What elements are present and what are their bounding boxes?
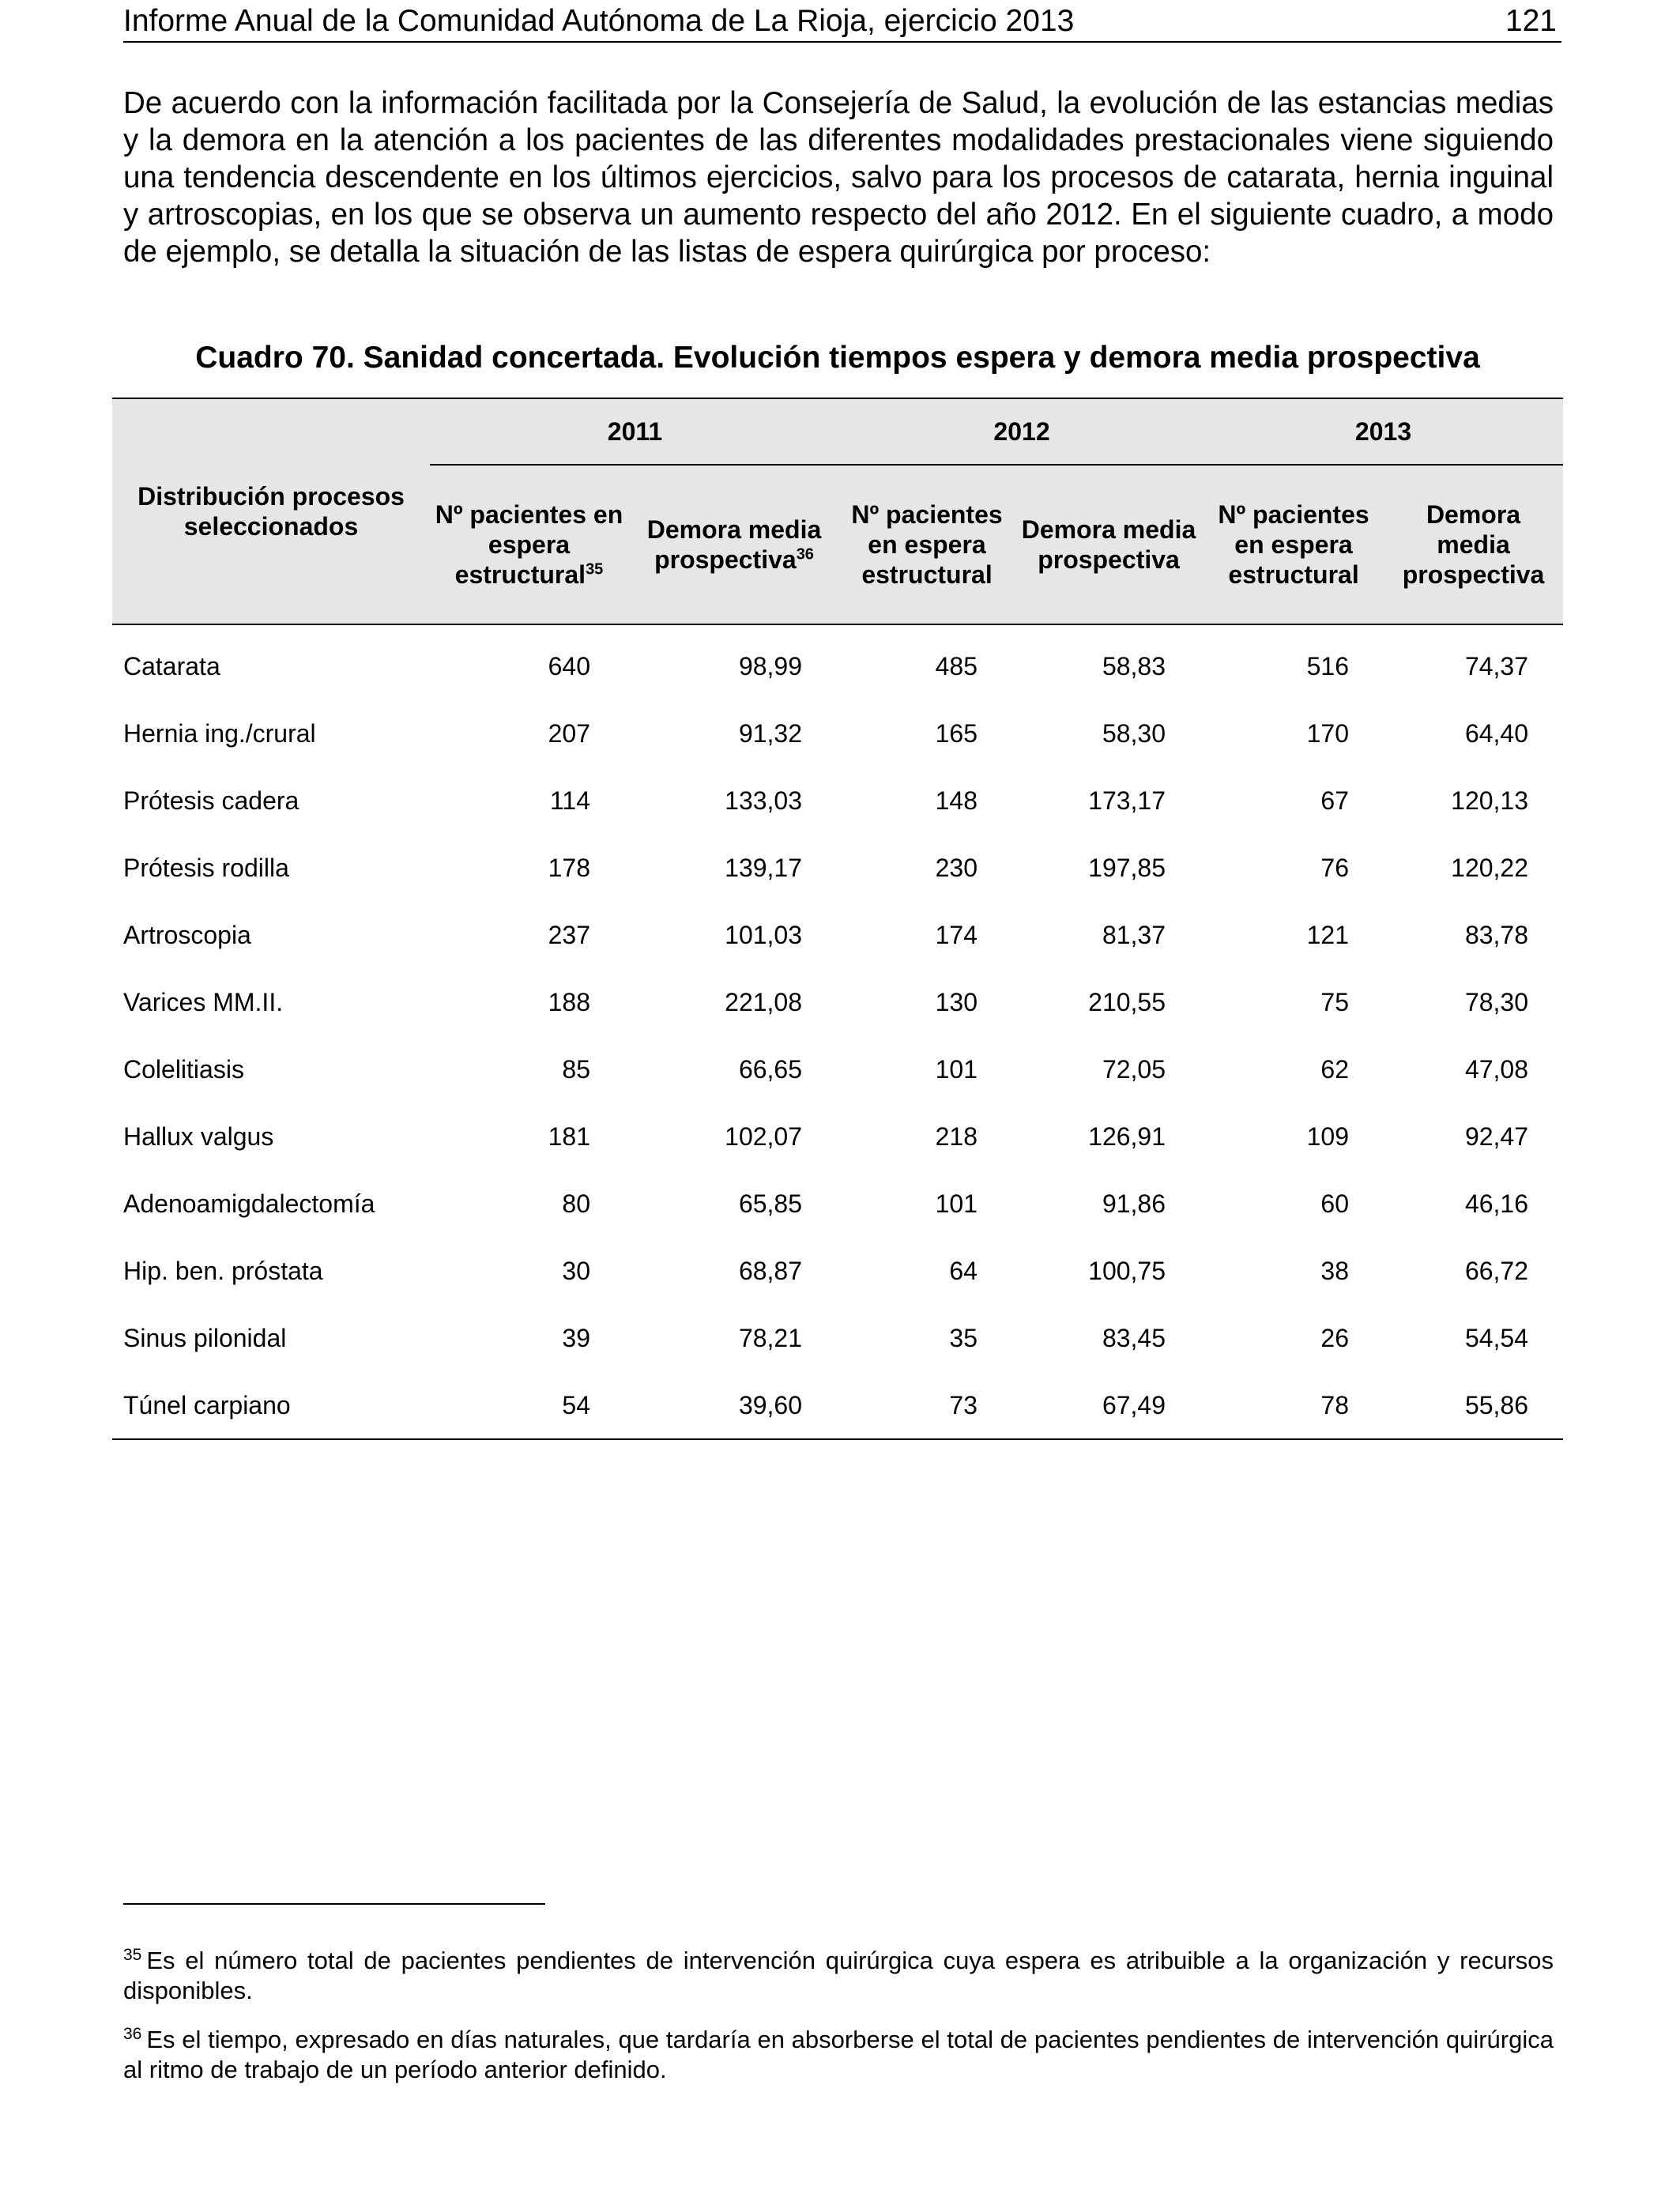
delay-2013-cell: 55,86 (1384, 1371, 1563, 1439)
delay-2012-cell: 126,91 (1088, 1122, 1166, 1151)
year-header-2012: 2012 (840, 398, 1203, 465)
footnote-mark: 36 (123, 2024, 142, 2043)
patients-2011-cell: 207 (548, 718, 590, 748)
patients-2012-cell: 64 (949, 1256, 978, 1285)
delay-2011-cell: 98,99 (738, 651, 803, 680)
table-row (112, 1170, 1563, 1237)
delay-2012-cell: 100,75 (1088, 1256, 1166, 1285)
patients-2011-cell: 30 (562, 1256, 590, 1285)
delay-2013-cell: 54,54 (1464, 1323, 1529, 1352)
footnote-mark: 35 (123, 1945, 142, 1964)
patients-2012-cell: 101 (935, 1054, 978, 1084)
footnote-text: Es el número total de pacientes pendientes de intervención quirúrgica cuya espera es atribuible a la organización y recursos disponibles. (123, 1947, 1554, 2004)
process-name-cell: Sinus pilonidal (123, 1323, 287, 1352)
footnote-divider (123, 1903, 545, 1905)
delay-2013-cell: 120,22 (1451, 853, 1529, 882)
delay-2012-cell: 197,85 (1088, 853, 1166, 882)
delay-2013-cell: 74,37 (1464, 651, 1529, 680)
patients-2012-cell: 148 (935, 786, 978, 815)
table-row (112, 901, 1563, 968)
delay-2011-cell: 101,03 (725, 920, 803, 949)
patients-2011-cell: 640 (548, 651, 590, 680)
patients-2013-cell: 26 (1320, 1323, 1350, 1352)
patients-2011-cell: 39 (562, 1323, 590, 1352)
table-row (112, 968, 1563, 1035)
waiting-times-table (112, 398, 1563, 1440)
delay-2013-cell: 78,30 (1464, 987, 1529, 1016)
patients-2012-cell: 485 (935, 651, 978, 680)
delay-2011-cell: 65,85 (738, 1189, 803, 1218)
delay-2012-cell: 72,05 (1102, 1054, 1166, 1084)
patients-2013-cell: 516 (1306, 651, 1350, 680)
footnote-36 (123, 2025, 1554, 2085)
process-name-cell: Hip. ben. próstata (123, 1256, 323, 1285)
patients-2011-cell: 188 (548, 987, 590, 1016)
patients-2012-cell: 165 (935, 718, 978, 748)
process-name-cell: Prótesis cadera (123, 786, 299, 815)
table-caption: Cuadro 70. Sanidad concertada. Evolución tiempos espera y demora media prospectiva (195, 341, 1480, 375)
patients-2012-cell: 130 (935, 987, 978, 1016)
process-name-cell: Adenoamigdalectomía (123, 1189, 375, 1218)
patients-2012-cell: 218 (935, 1122, 978, 1151)
delay-2011-cell: 91,32 (738, 718, 803, 748)
delay-2011-cell: 133,03 (725, 786, 803, 815)
patients-2012-cell: 35 (949, 1323, 978, 1352)
table-row (112, 699, 1563, 767)
patients-2011-cell: 80 (562, 1189, 590, 1218)
process-name-cell: Hallux valgus (123, 1122, 274, 1151)
delay-2012-cell: 83,45 (1102, 1323, 1166, 1352)
patients-header-2011: Nº pacientes en espera estructural$^{35}$ (430, 465, 628, 624)
patients-2013-cell: 78 (1203, 1371, 1384, 1439)
delay-2011-cell: 66,65 (738, 1054, 803, 1084)
table-row (112, 1237, 1563, 1304)
year-header-2011: 2011 (430, 398, 840, 465)
delay-2011-cell: 39,60 (628, 1371, 840, 1439)
patients-2012-cell: 174 (935, 920, 978, 949)
delay-2012-cell: 58,30 (1102, 718, 1166, 748)
table-row (112, 624, 1563, 699)
patients-2013-cell: 62 (1320, 1054, 1350, 1084)
process-name-cell: Hernia ing./crural (123, 718, 316, 748)
process-name-cell: Catarata (123, 651, 220, 680)
delay-header-2012: Demora media prospectiva (1014, 465, 1203, 624)
delay-2013-cell: 46,16 (1464, 1189, 1529, 1218)
process-name-cell: Prótesis rodilla (123, 853, 289, 882)
delay-2013-cell: 83,78 (1464, 920, 1529, 949)
patients-header-2012: Nº pacientes en espera estructural (840, 465, 1014, 624)
patients-2013-cell: 76 (1320, 853, 1350, 882)
patients-2011-cell: 237 (548, 920, 590, 949)
delay-2013-cell: 92,47 (1464, 1122, 1529, 1151)
delay-2011-cell: 78,21 (738, 1323, 803, 1352)
patients-2013-cell: 60 (1320, 1189, 1350, 1218)
process-name-cell: Túnel carpiano (112, 1371, 430, 1439)
patients-2012-cell: 73 (840, 1371, 1014, 1439)
patients-2012-cell: 230 (935, 853, 978, 882)
year-header-2013: 2013 (1203, 398, 1563, 465)
footnote-ref-35: 35 (586, 560, 604, 579)
footnote-35 (123, 1946, 1554, 2006)
delay-2012-cell: 173,17 (1088, 786, 1166, 815)
delay-2012-cell: 67,49 (1014, 1371, 1203, 1439)
report-title: Informe Anual de la Comunidad Autónoma de La Rioja, ejercicio 2013 (123, 4, 1075, 38)
page-header (123, 0, 1561, 43)
process-column-header: Distribución procesos seleccionados (112, 398, 430, 624)
patients-2013-cell: 121 (1306, 920, 1350, 949)
patients-2011-cell: 54 (430, 1371, 628, 1439)
table-row (112, 1371, 1563, 1439)
footnote-ref-36: 36 (796, 545, 814, 564)
patients-2011-cell: 178 (548, 853, 590, 882)
table-row (112, 1035, 1563, 1103)
table-body (112, 624, 1563, 1439)
patients-2013-cell: 67 (1320, 786, 1350, 815)
patients-2013-cell: 170 (1306, 718, 1350, 748)
patients-2011-cell: 181 (548, 1122, 590, 1151)
delay-2012-cell: 91,86 (1102, 1189, 1166, 1218)
delay-2011-cell: 139,17 (725, 853, 803, 882)
intro-paragraph: De acuerdo con la información facilitada por la Consejería de Salud, la evolución de las estancias medias y la demora en la atención a los pacientes de las diferentes modalidades prestacionales viene siguiendo una tendencia descendente en los últimos ejercicios, salvo para los procesos de catarata, hernia inguinal y artroscopias, en los que se observa un aumento respecto del año 2012. En el siguiente cuadro, a modo de ejemplo, se detalla la situación de las listas de espera quirúrgica por proceso: (123, 86, 1554, 269)
process-name-cell: Varices MM.II. (123, 987, 284, 1016)
delay-2011-cell: 68,87 (738, 1256, 803, 1285)
patients-2011-cell: 114 (549, 786, 590, 815)
patients-2013-cell: 109 (1306, 1122, 1350, 1151)
table-row (112, 767, 1563, 834)
delay-header-2013: Demora media prospectiva (1384, 465, 1563, 624)
process-name-cell: Colelitiasis (123, 1054, 244, 1084)
footnote-text: Es el tiempo, expresado en días naturales, que tardaría en absorberse el total de pacientes pendientes de intervención quirúrgica al ritmo de trabajo de un período anterior definido. (123, 2026, 1554, 2083)
table-row (112, 834, 1563, 901)
patients-header-2013: Nº pacientes en espera estructural (1203, 465, 1384, 624)
delay-2013-cell: 120,13 (1451, 786, 1529, 815)
delay-2012-cell: 81,37 (1102, 920, 1166, 949)
patients-2013-cell: 38 (1320, 1256, 1350, 1285)
delay-2011-cell: 221,08 (725, 987, 803, 1016)
patients-2011-cell: 85 (562, 1054, 590, 1084)
delay-header-2011: Demora media prospectiva$^{36}$ (628, 465, 840, 624)
delay-2013-cell: 66,72 (1464, 1256, 1529, 1285)
patients-2012-cell: 101 (935, 1189, 978, 1218)
table-row (112, 1304, 1563, 1371)
process-name-cell: Artroscopia (123, 920, 251, 949)
table-row (112, 1103, 1563, 1170)
page-number: 121 (1505, 4, 1557, 38)
delay-2012-cell: 210,55 (1088, 987, 1166, 1016)
delay-2013-cell: 64,40 (1464, 718, 1529, 748)
delay-2012-cell: 58,83 (1102, 651, 1166, 680)
delay-2013-cell: 47,08 (1464, 1054, 1529, 1084)
delay-2011-cell: 102,07 (725, 1122, 803, 1151)
patients-2013-cell: 75 (1320, 987, 1350, 1016)
